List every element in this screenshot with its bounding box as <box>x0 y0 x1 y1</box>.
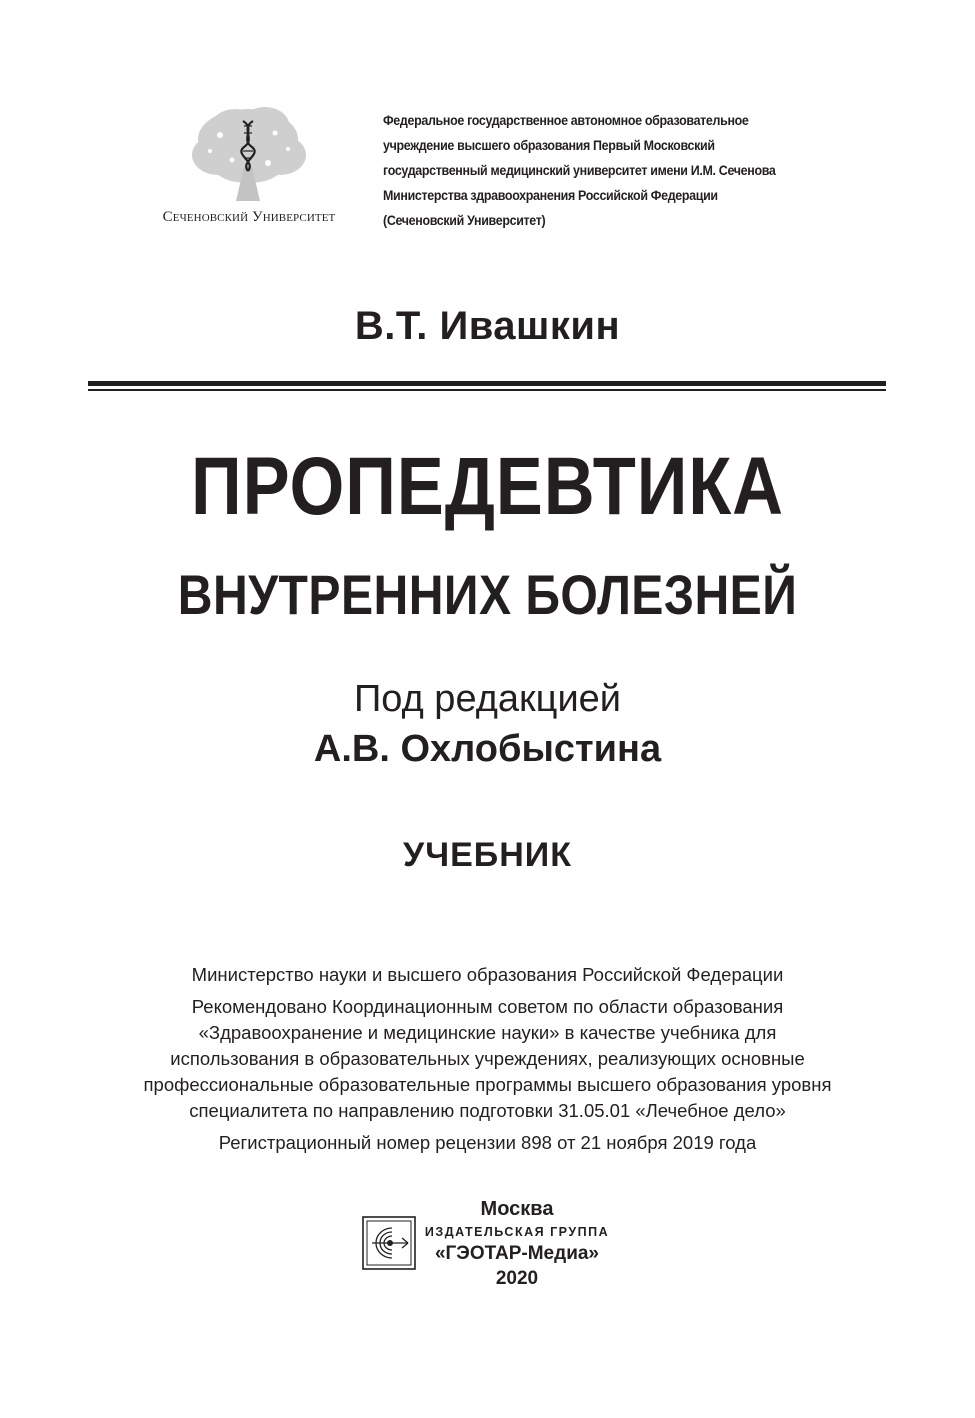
recommendation-line: специалитета по направлению подготовки 31.05.01 «Лечебное дело» <box>189 1100 786 1121</box>
publication-year: 2020 <box>495 1268 539 1289</box>
tree-emblem-icon <box>140 105 356 205</box>
recommendation-line: Рекомендовано Координационным советом по области образования <box>191 996 784 1017</box>
recommendation-block <box>60 962 915 1156</box>
institution-line: Федеральное государственное автономное образовательное <box>383 113 749 128</box>
institution-line: Министерства здравоохранения Российской Федерации <box>383 188 718 203</box>
editor-label: Под редакцией <box>353 678 622 720</box>
editor-name: А.В. Охлобыстина <box>313 728 662 770</box>
book-type: УЧЕБНИК <box>403 836 572 874</box>
publisher-name: «ГЭОТАР-Медиа» <box>434 1243 600 1264</box>
institution-line: (Сеченовский Университет) <box>383 213 546 228</box>
institution-line: государственный медицинский университет имени И.М. Сеченова <box>383 163 776 178</box>
geotar-emblem-icon <box>362 1216 416 1270</box>
registration-line: Регистрационный номер рецензии 898 от 21 ноября 2019 года <box>218 1132 757 1153</box>
author-name: В.Т. Ивашкин <box>354 304 621 348</box>
divider-thin <box>88 389 886 391</box>
recommendation-line: использования в образовательных учреждениях, реализующих основные <box>170 1048 805 1069</box>
publisher-city: Москва <box>480 1198 554 1220</box>
book-title: ПРОПЕДЕВТИКА <box>191 441 784 532</box>
publisher-logo <box>362 1216 416 1270</box>
ministry-line: Министерство науки и высшего образования Российской Федерации <box>191 964 784 985</box>
recommendation-line: профессиональные образовательные программы высшего образования уровня <box>143 1074 832 1095</box>
institution-line: учреждение высшего образования Первый Московский <box>383 138 715 153</box>
recommendation-line: «Здравоохранение и медицинские науки» в качестве учебника для <box>198 1022 777 1043</box>
publisher-group: ИЗДАТЕЛЬСКАЯ ГРУППА <box>424 1225 610 1239</box>
institution-block <box>383 108 820 233</box>
publisher-block <box>424 1196 610 1292</box>
book-subtitle: ВНУТРЕННИХ БОЛЕЗНЕЙ <box>177 563 798 626</box>
divider-thick <box>88 381 886 386</box>
university-logo-text: Сеченовский Университет <box>162 209 336 225</box>
